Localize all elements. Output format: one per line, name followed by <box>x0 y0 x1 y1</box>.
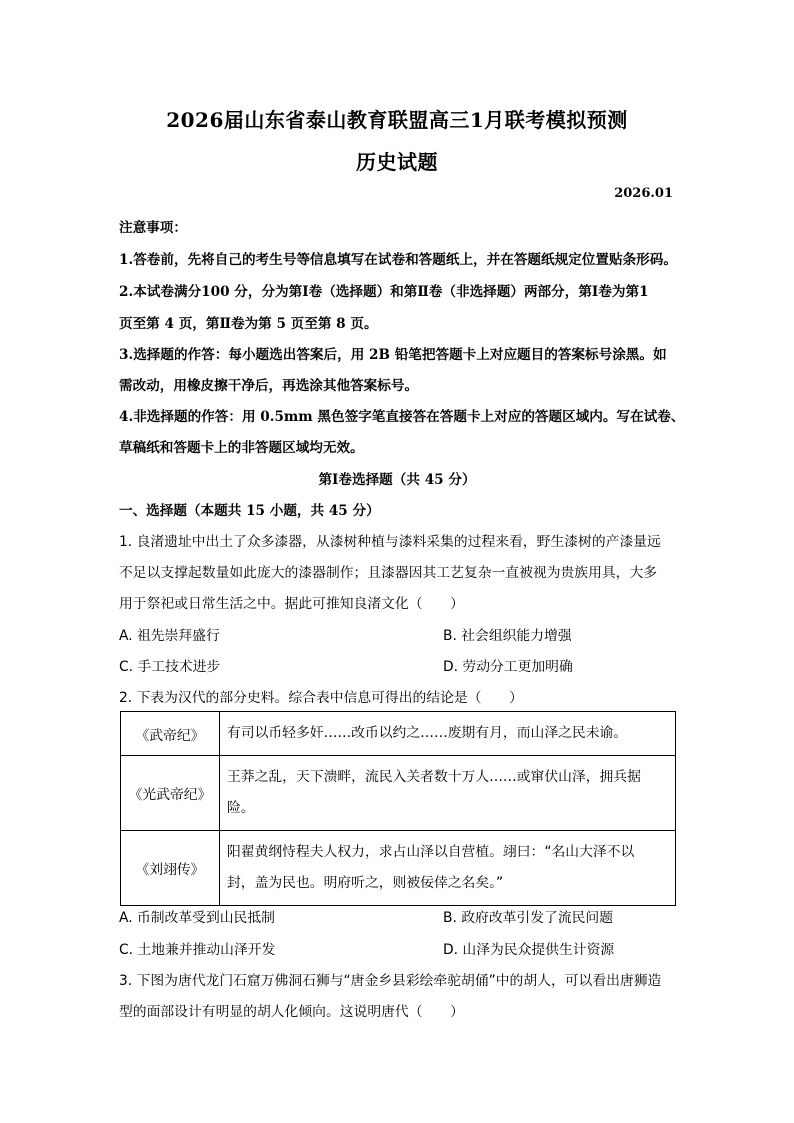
source-text-line: 王莽之乱，天下溃畔，流民入关者数十万人……或窜伏山泽，拥兵据 <box>227 769 641 785</box>
q1-option-d: D. 劳动分工更加明确 <box>443 659 573 675</box>
table-row <box>121 756 676 831</box>
notice-line: 3.选择题的作答：每小题选出答案后，用 2B 铅笔把答题卡上对应题目的答案标号涂黑。如 <box>119 347 667 363</box>
source-text-line: 封，盖为民也。明府听之，则被佞倖之名矣。” <box>227 875 504 891</box>
notice-line: 4.非选择题的作答：用 0.5mm 黑色签字笔直接答在答题卡上对应的答题区域内。写在试卷、 <box>119 409 685 425</box>
notice-line: 1.答卷前，先将自己的考生号等信息填写在试卷和答题纸上，并在答题纸规定位置贴条形码。 <box>119 252 677 268</box>
table-row <box>121 712 676 756</box>
section-title: 第Ⅰ卷选择题（共 45 分） <box>318 472 476 488</box>
exam-title: 2026届山东省泰山教育联盟高三1月联考模拟预测 <box>166 108 628 132</box>
table-row <box>121 831 676 906</box>
notice-line: 2.本试卷满分100 分，分为第Ⅰ卷（选择题）和第Ⅱ卷（非选择题）两部分，第Ⅰ卷为第1 <box>119 284 649 300</box>
source-name: 《刘翊传》 <box>121 831 220 906</box>
source-text-line: 有司以币轻多奸……改币以约之……废期有月，而山泽之民未谕。 <box>227 725 628 741</box>
q1-option-b: B. 社会组织能力增强 <box>443 628 572 644</box>
q2-source-table <box>120 711 676 906</box>
q1-option-a: A. 祖先崇拜盛行 <box>119 628 220 644</box>
notice-line: 需改动，用橡皮擦干净后，再选涂其他答案标号。 <box>119 378 419 394</box>
notice-line: 页至第 4 页，第Ⅱ卷为第 5 页至第 8 页。 <box>119 316 378 332</box>
q1-option-c: C. 手工技术进步 <box>119 659 221 675</box>
q2-option-d: D. 山泽为民众提供生计资源 <box>443 942 615 958</box>
q1-stem-line: 用于祭祀或日常生活之中。据此可推知良渚文化（ ） <box>119 596 464 612</box>
notice-line: 草稿纸和答题卡上的非答题区域均无效。 <box>119 440 364 456</box>
notice-heading: 注意事项： <box>119 220 187 236</box>
q2-option-c: C. 土地兼并推动山泽开发 <box>119 942 276 958</box>
source-text <box>220 712 676 756</box>
q3-stem-line: 3. 下图为唐代龙门石窟万佛洞石狮与“唐金乡县彩绘牵驼胡俑”中的胡人，可以看出唐狮造 <box>119 973 662 989</box>
source-text-line: 阳翟黄纲恃程夫人权力，求占山泽以自营植。翊曰：“名山大泽不以 <box>227 844 635 860</box>
source-text <box>220 831 676 906</box>
source-name: 《光武帝纪》 <box>121 756 220 831</box>
exam-subject: 历史试题 <box>356 150 438 174</box>
q3-stem-line: 型的面部设计有明显的胡人化倾向。这说明唐代（ ） <box>119 1004 464 1020</box>
q1-stem-line: 不足以支撑起数量如此庞大的漆器制作；且漆器因其工艺复杂一直被视为贵族用具，大多 <box>119 565 658 581</box>
source-name: 《武帝纪》 <box>121 712 220 756</box>
exam-date: 2026.01 <box>614 186 673 201</box>
q2-option-b: B. 政府改革引发了流民问题 <box>443 910 614 926</box>
q2-stem: 2. 下表为汉代的部分史料。综合表中信息可得出的结论是（ ） <box>119 690 523 706</box>
source-text <box>220 756 676 831</box>
part-heading: 一、选择题（本题共 15 小题，共 45 分） <box>119 503 380 519</box>
source-text-line: 险。 <box>227 800 255 816</box>
q1-stem-line: 1. 良渚遗址中出土了众多漆器，从漆树种植与漆料采集的过程来看，野生漆树的产漆量远 <box>119 534 661 550</box>
q2-option-a: A. 币制改革受到山民抵制 <box>119 910 275 926</box>
